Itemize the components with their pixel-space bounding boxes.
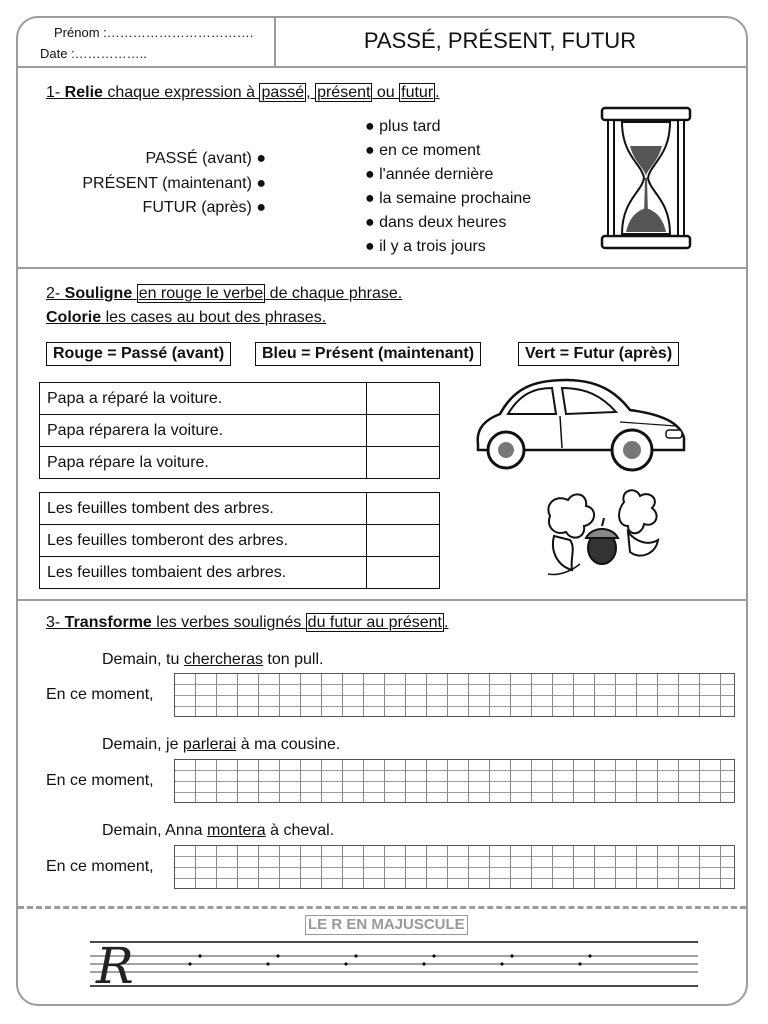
hourglass-icon: [598, 106, 694, 252]
section1-ou: ou: [372, 84, 400, 101]
color-box[interactable]: [367, 447, 440, 479]
sentence-pre: Demain, je: [102, 736, 183, 753]
legend-blue: Bleu = Présent (maintenant): [255, 342, 481, 366]
expression-item[interactable]: ● il y a trois jours: [365, 238, 486, 255]
present-prompt-1: En ce moment,: [46, 686, 154, 703]
section2-text: de chaque phrase.: [265, 285, 403, 302]
futur-sentence-1: [102, 651, 323, 669]
expression-item[interactable]: ● plus tard: [365, 118, 441, 135]
sentence-cell[interactable]: Les feuilles tombaient des arbres.: [40, 557, 367, 589]
section1-sep: ,: [306, 84, 316, 101]
tense-list: [82, 147, 266, 221]
section2-number: 2-: [46, 285, 65, 302]
sentence-table-leaves: [39, 492, 440, 589]
section3-boxed: du futur au présent: [307, 614, 442, 631]
tense-passe[interactable]: PASSÉ (avant) ●: [145, 150, 266, 167]
divider-header: [16, 66, 748, 68]
section3-number: 3-: [46, 614, 65, 631]
section2-instruction: [46, 285, 402, 303]
page-title: PASSÉ, PRÉSENT, FUTUR: [363, 28, 637, 53]
sentence-cell[interactable]: Papa répare la voiture.: [40, 447, 367, 479]
futur-sentence-3: [102, 822, 334, 840]
sentence-cell[interactable]: Papa réparera la voiture.: [40, 415, 367, 447]
section1-verb: Relie: [64, 84, 103, 101]
tense-present[interactable]: PRÉSENT (maintenant) ●: [82, 174, 266, 192]
handwriting-lines[interactable]: [90, 938, 698, 998]
present-prompt-3: En ce moment,: [46, 858, 154, 875]
table-row: [40, 493, 440, 525]
color-box[interactable]: [367, 557, 440, 589]
section3-instruction: [46, 614, 448, 632]
sentence-table-car: [39, 382, 440, 479]
section1-number: 1-: [46, 84, 65, 101]
legend-green: Vert = Futur (après): [518, 342, 679, 366]
present-prompt-2: En ce moment,: [46, 772, 154, 789]
section2-text2: les cases au bout des phrases.: [101, 309, 327, 326]
expression-item[interactable]: ● l'année dernière: [365, 166, 494, 183]
prenom-field[interactable]: Prénom :…………………………….: [54, 25, 254, 40]
sentence-post: ton pull.: [262, 651, 324, 668]
color-box[interactable]: [367, 383, 440, 415]
writing-grid-2[interactable]: [174, 759, 735, 803]
header-fields: [40, 22, 253, 64]
expression-item[interactable]: ● en ce moment: [365, 142, 481, 159]
section2-boxed: en rouge le verbe: [138, 285, 264, 302]
divider-section-1: [16, 267, 748, 269]
table-row: [40, 447, 440, 479]
section3-end: .: [443, 614, 449, 631]
section1-instruction: [46, 84, 440, 102]
autumn-leaves-icon: [540, 486, 666, 582]
writing-practice-title: LE R EN MAJUSCULE: [305, 915, 468, 935]
sentence-cell[interactable]: Papa a réparé la voiture.: [40, 383, 367, 415]
sentence-pre: Demain, tu: [102, 651, 184, 668]
section2-instruction-2: [46, 309, 326, 327]
legend-red: Rouge = Passé (avant): [46, 342, 231, 366]
section2-verb2: Colorie: [46, 309, 102, 326]
table-row: [40, 557, 440, 589]
sentence-cell[interactable]: Les feuilles tomberont des arbres.: [40, 525, 367, 557]
expression-list: [365, 115, 531, 259]
section3-text: les verbes soulignés: [151, 614, 306, 631]
expression-item[interactable]: ● dans deux heures: [365, 214, 507, 231]
table-row: [40, 525, 440, 557]
section3-verb: Transforme: [64, 614, 152, 631]
word-futur: futur: [401, 84, 434, 101]
sentence-post: à ma cousine.: [236, 736, 341, 753]
car-icon: [470, 374, 692, 474]
table-row: [40, 415, 440, 447]
tense-futur[interactable]: FUTUR (après) ●: [142, 199, 266, 216]
sentence-post: à cheval.: [265, 822, 335, 839]
dashed-divider: [18, 906, 746, 909]
writing-grid-3[interactable]: [174, 845, 735, 889]
color-box[interactable]: [367, 525, 440, 557]
section2-verb: Souligne: [64, 285, 133, 302]
expression-item[interactable]: ● la semaine prochaine: [365, 190, 532, 207]
word-passe: passé: [261, 84, 305, 101]
underlined-verb: chercheras: [183, 651, 263, 668]
divider-section-2: [16, 599, 748, 601]
sentence-pre: Demain, Anna: [102, 822, 207, 839]
color-box[interactable]: [367, 415, 440, 447]
model-letter: R: [96, 937, 134, 995]
underlined-verb: parlerai: [182, 736, 237, 753]
section1-text: chaque expression à: [102, 84, 260, 101]
writing-grid-1[interactable]: [174, 673, 735, 717]
date-field[interactable]: Date :……………..: [40, 46, 147, 61]
color-box[interactable]: [367, 493, 440, 525]
sentence-cell[interactable]: Les feuilles tombent des arbres.: [40, 493, 367, 525]
table-row: [40, 383, 440, 415]
section1-end: .: [435, 84, 440, 101]
futur-sentence-2: [102, 736, 340, 754]
word-present: présent: [317, 84, 371, 101]
underlined-verb: montera: [206, 822, 266, 839]
